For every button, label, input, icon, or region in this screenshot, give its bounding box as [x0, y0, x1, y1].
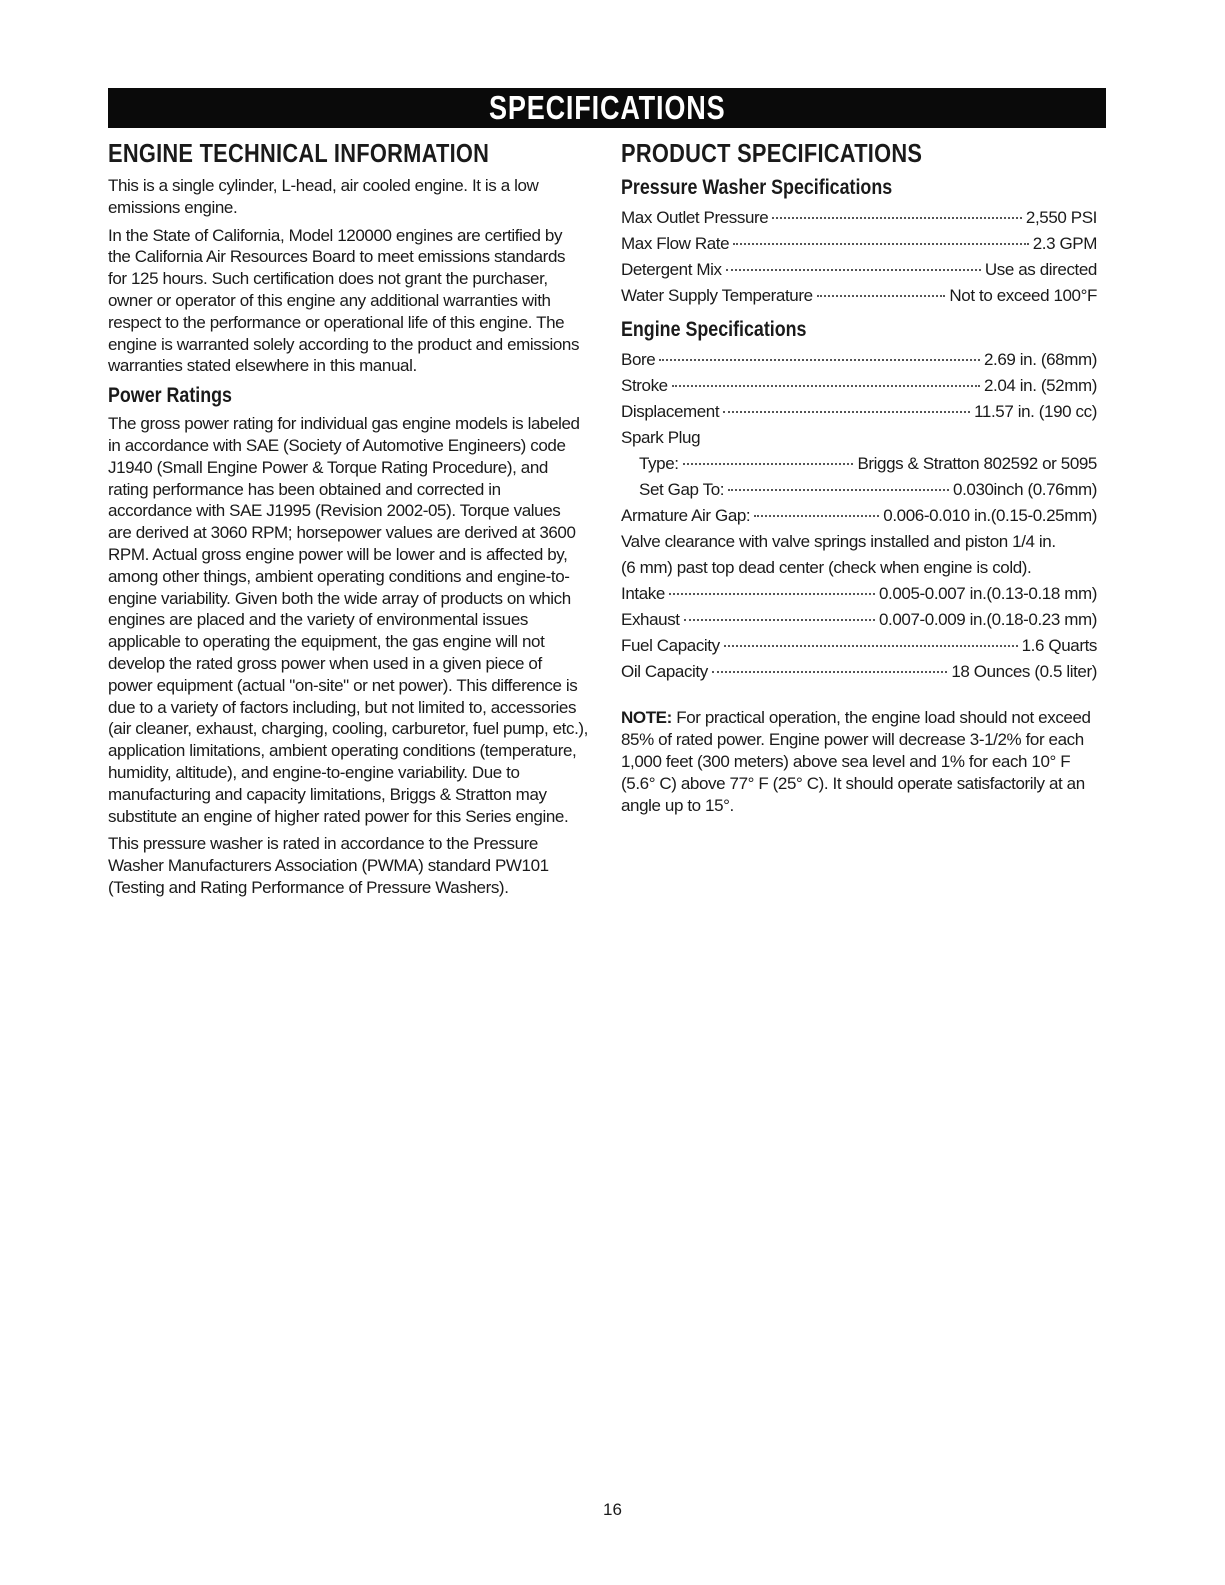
dot-leader — [659, 359, 980, 361]
spec-value: 18 Ounces (0.5 liter) — [951, 662, 1097, 681]
spec-row — [621, 503, 1097, 529]
spec-value: 2.69 in. (68mm) — [983, 350, 1097, 369]
spec-label: Max Outlet Pressure — [621, 208, 769, 227]
product-specifications-heading — [621, 137, 1097, 169]
product-specifications-heading-text: PRODUCT SPECIFICATIONS — [621, 138, 923, 168]
intro-paragraph-1: This is a single cylinder, L-head, air cooled engine. It is a low emissions engine. — [108, 176, 539, 217]
spec-label: Armature Air Gap: — [621, 506, 751, 525]
spec-row — [621, 659, 1097, 685]
dot-leader — [712, 671, 948, 673]
engine-technical-heading-text: ENGINE TECHNICAL INFORMATION — [108, 138, 490, 168]
spec-value: 2.3 GPM — [1032, 234, 1097, 253]
spec-value: 0.005-0.007 in.(0.13-0.18 mm) — [878, 584, 1097, 603]
dot-leader — [817, 295, 946, 297]
spec-value: Use as directed — [984, 260, 1097, 279]
spec-label: Set Gap To: — [639, 480, 725, 499]
banner-title: SPECIFICATIONS — [488, 89, 726, 126]
spec-row — [621, 451, 1097, 477]
valve-clearance-line-2: (6 mm) past top dead center (check when engine is cold). — [621, 558, 1032, 577]
spec-value: Briggs & Stratton 802592 or 5095 — [857, 454, 1097, 473]
spec-label: Max Flow Rate — [621, 234, 730, 253]
spec-row — [621, 347, 1097, 373]
dot-leader — [723, 411, 970, 413]
engine-spec-list — [621, 347, 1097, 685]
dot-leader — [683, 463, 854, 465]
power-ratings-heading — [108, 383, 588, 409]
spec-row — [621, 633, 1097, 659]
valve-clearance-line-1: Valve clearance with valve springs installed and piston 1/4 in. — [621, 532, 1056, 551]
spec-label: Bore — [621, 350, 656, 369]
spec-label: Fuel Capacity — [621, 636, 720, 655]
spec-label: Displacement — [621, 402, 720, 421]
dot-leader — [728, 489, 949, 491]
power-paragraph-2: This pressure washer is rated in accordance to the Pressure Washer Manufacturers Association (PWMA) standard PW101 (Testing and Rating Performance of Pressure Washers). — [108, 834, 549, 897]
note-paragraph — [621, 707, 1097, 817]
spec-row — [621, 231, 1097, 257]
dot-leader — [754, 515, 879, 517]
spec-value: 0.007-0.009 in.(0.18-0.23 mm) — [878, 610, 1097, 629]
spec-value: 2.04 in. (52mm) — [983, 376, 1097, 395]
spec-row — [621, 205, 1097, 231]
dot-leader — [672, 385, 980, 387]
spec-label: Type: — [639, 454, 679, 473]
dot-leader — [772, 217, 1022, 219]
spark-plug-label: Spark Plug — [621, 428, 701, 447]
engine-technical-heading — [108, 137, 588, 169]
spec-row — [621, 257, 1097, 283]
power-paragraph-1: The gross power rating for individual gas engine models is labeled in accordance with SAE (Society of Automotive Engineers) code J1940 (Small Engine Power & Torque Rating Procedure), and rating performance has been obtained and corrected in accordance with SAE J1995 (Revision 2002-05). Torque values are derived at 3060 RPM; horsepower values are derived at 3600 RPM. Actual gross engine power will be lower and is affected by, among other things, ambient operating conditions and engine-to-engine variability. Given both the wide array of products on which engines are placed and the variety of environmental issues applicable to operating the equipment, the gas engine will not develop the rated gross power when used in a given piece of power equipment (actual "on-site" or net power). This difference is due to a variety of factors including, but not limited to, accessories (air cleaner, exhaust, charging, cooling, carburetor, fuel pump, etc.), application limitations, ambient operating conditions (temperature, humidity, altitude), and engine-to-engine variability. Due to manufacturing and capacity limitations, Briggs & Stratton may substitute an engine of higher rated power for this Series engine. — [108, 414, 588, 826]
pressure-washer-spec-list — [621, 205, 1097, 309]
spec-label: Stroke — [621, 376, 668, 395]
pressure-washer-specs-heading-text: Pressure Washer Specifications — [621, 176, 893, 199]
spec-row — [621, 373, 1097, 399]
spec-value: 0.006-0.010 in.(0.15-0.25mm) — [883, 506, 1097, 525]
spec-row — [621, 399, 1097, 425]
spec-label: Exhaust — [621, 610, 680, 629]
spec-row — [621, 607, 1097, 633]
right-column — [621, 137, 1097, 834]
dot-leader — [733, 243, 1029, 245]
left-column — [108, 137, 588, 905]
spec-value: 1.6 Quarts — [1021, 636, 1097, 655]
spec-label: Water Supply Temperature — [621, 286, 813, 305]
pressure-washer-specs-heading — [621, 175, 1097, 201]
spec-value: Not to exceed 100°F — [949, 286, 1097, 305]
spec-label: Oil Capacity — [621, 662, 708, 681]
spec-row — [621, 581, 1097, 607]
section-banner — [108, 88, 1106, 128]
spec-value: 0.030inch (0.76mm) — [953, 480, 1097, 499]
page-number: 16 — [603, 1500, 622, 1519]
dot-leader — [684, 619, 875, 621]
intro-paragraph-2: In the State of California, Model 120000 engines are certified by the California Air Resources Board to meet emissions standards for 125 hours. Such certification does not grant the purchaser, owner or operator of this engine any additional warranties with respect to the performance or operational life of this engine. The engine is warranted solely according to the product and emissions warranties stated elsewhere in this manual. — [108, 225, 580, 376]
spec-row — [621, 283, 1097, 309]
spec-value: 11.57 in. (190 cc) — [974, 402, 1097, 421]
engine-specs-heading-text: Engine Specifications — [621, 318, 807, 341]
note-label: NOTE: — [621, 708, 672, 727]
dot-leader — [726, 269, 981, 271]
spec-label: Detergent Mix — [621, 260, 722, 279]
engine-specs-heading — [621, 317, 1097, 343]
spec-value: 2,550 PSI — [1025, 208, 1097, 227]
spec-row — [621, 477, 1097, 503]
dot-leader — [724, 645, 1018, 647]
note-text: For practical operation, the engine load should not exceed 85% of rated power. Engine power will decrease 3-1/2% for each 1,000 feet (300 meters) above sea level and 1% for each 10° F (5.6° C) above 77° F (25° C). It should operate satisfactorily at an angle up to 15°. — [621, 708, 1091, 815]
dot-leader — [669, 593, 875, 595]
spec-label: Intake — [621, 584, 665, 603]
power-ratings-heading-text: Power Ratings — [108, 384, 232, 408]
